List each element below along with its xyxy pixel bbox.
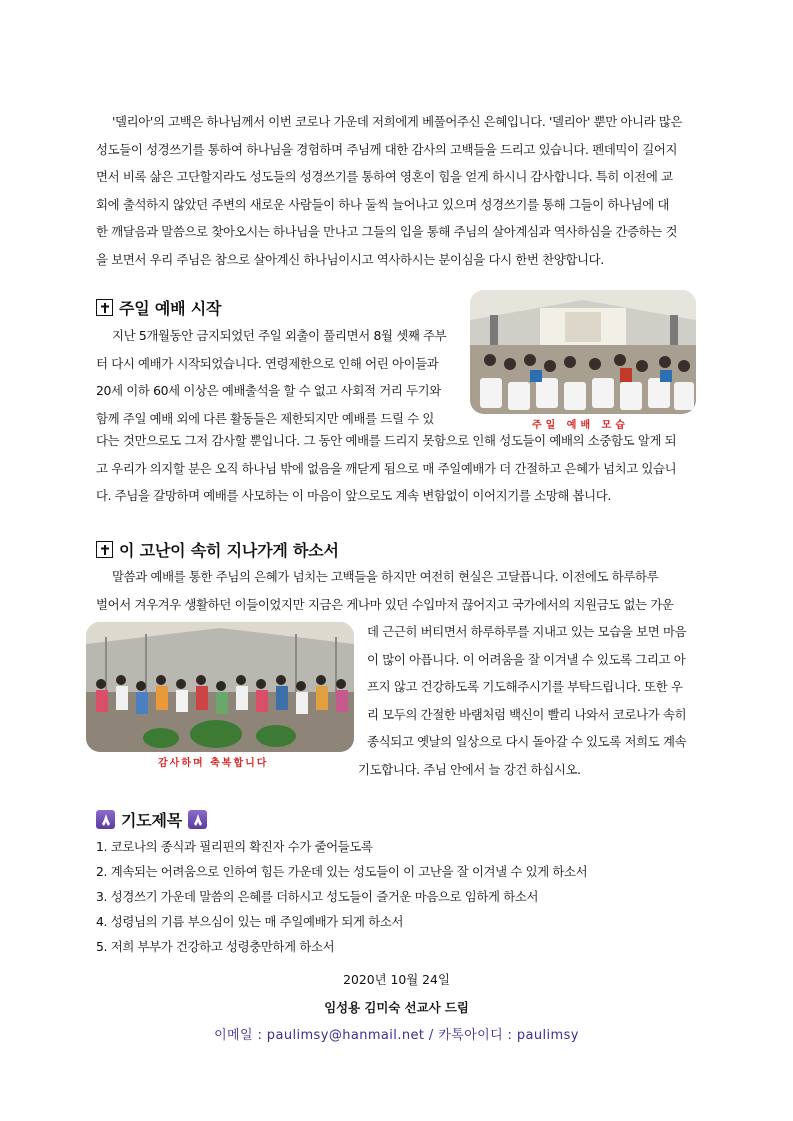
paragraph-line: 함께 주일 예배 외에 다른 활동들은 제한되지만 예배를 드릴 수 있 [96, 410, 434, 426]
paragraph-line: 지난 5개월동안 금지되었던 주일 외출이 풀리면서 8월 셋째 주부 [112, 328, 447, 343]
praying-hands-icon [188, 810, 207, 829]
paragraph-line: 말씀과 예배를 통한 주님의 은혜가 넘치는 고백들을 하지만 여전히 현실은 고달픕니다. 이전에도 하루하루 [112, 569, 659, 584]
intro-line: 면서 비록 삶은 고단할지라도 성도들의 성경쓰기를 통하여 영혼이 힘을 얻게 하시니 감사합니다. 특히 이전에 교 [96, 169, 673, 184]
paragraph-line: 고 우리가 의지할 분은 오직 하나님 밖에 없음을 깨닫게 됨으로 매 주일예배가 더 간절하고 은혜가 넘치고 있습니 [96, 460, 677, 476]
section1-paragraph-narrow [96, 322, 462, 432]
intro-line: '델리아'의 고백은 하나님께서 이번 코로나 가운데 저희에게 베풀어주신 은혜입니다. '델리아' 뿐만 아니라 많은 [112, 114, 683, 129]
paragraph-line: 프지 않고 건강하도록 기도해주시기를 부탁드립니다. 또한 우 [367, 679, 683, 694]
prayer-item: 2. 계속되는 어려움으로 인하여 힘든 가운데 있는 성도들이 이 고난을 잘 이겨낼 수 있게 하소서 [96, 864, 588, 879]
section-title: 주일 예배 시작 [119, 299, 222, 318]
prayer-item: 4. 성령님의 기름 부으심이 있는 매 주일예배가 되게 하소서 [96, 914, 404, 929]
praying-hands-icon [96, 810, 115, 829]
paragraph-line: 리 모두의 간절한 바램처럼 백신이 빨리 나와서 코로나가 속히 [367, 706, 687, 722]
intro-paragraph [96, 108, 700, 273]
worship-hall-illustration [470, 290, 696, 414]
section-heading-hardship [96, 538, 339, 561]
paragraph-line: 데 근근히 버티면서 하루하루를 지내고 있는 모습을 보면 마음 [367, 624, 687, 639]
section1-paragraph-full [96, 427, 700, 510]
cross-icon [96, 299, 113, 316]
cross-icon [96, 541, 113, 558]
blessing-caption: 감사하며 축복합니다 [158, 758, 269, 769]
intro-line: 한 깨달음과 말씀으로 찾아오시는 하나님을 만나고 그들의 입을 통해 주님의 살아계심과 역사하심을 간증하는 것 [96, 224, 678, 239]
paragraph-line: 이 많이 아픕니다. 이 어려움을 잘 이겨낼 수 있도록 그리고 아 [367, 651, 686, 667]
letter-signature: 임성용 김미숙 선교사 드림 [324, 1000, 469, 1015]
blessing-photo [86, 622, 354, 752]
intro-line: 회에 출석하지 않았던 주변의 새로운 사람들이 하나 둘씩 늘어나고 있으며 성경쓰기를 통해 그들이 하나님에 대 [96, 196, 670, 212]
intro-line: 성도들이 성경쓰기를 통하여 하나님을 경험하며 주님께 대한 감사의 고백들을 드리고 있습니다. 펜데믹이 길어지 [96, 141, 678, 157]
sunday-worship-caption: 주일 예배 모습 [532, 420, 629, 431]
intro-line: 을 보면서 우리 주님은 참으로 살아계신 하나님이시고 역사하시는 분이심을 다시 한번 찬양합니다. [96, 251, 604, 267]
paragraph-line: 벌어서 겨우겨우 생활하던 이들이었지만 지금은 게나마 있던 수입마저 끊어지고 국가에서의 지원금도 없는 가운 [96, 596, 674, 612]
paragraph-line: 종식되고 옛날의 일상으로 다시 돌아갈 수 있도록 저희도 계속 [367, 734, 687, 749]
section2-paragraph-full [96, 563, 700, 618]
prayer-title: 기도제목 [121, 811, 183, 830]
prayer-item: 5. 저희 부부가 건강하고 성령충만하게 하소서 [96, 939, 335, 954]
section2-paragraph-narrow [358, 618, 700, 783]
dancing-crowd-illustration [86, 622, 354, 752]
paragraph-line: 다는 것만으로도 그저 감사할 뿐입니다. 그 동안 예배를 드리지 못함으로 인해 성도들이 예배의 소중함도 알게 되 [96, 433, 677, 448]
prayer-list [96, 834, 587, 959]
paragraph-line: 기도합니다. 주님 안에서 늘 강건 하십시오. [358, 761, 581, 777]
sunday-worship-photo [470, 290, 696, 414]
section-heading-sunday-worship [96, 296, 221, 319]
contact-info: 이메일 : paulimsy@hanmail.net / 카톡아이디 : paulimsy [214, 1028, 579, 1043]
paragraph-line: 20세 이하 60세 이상은 예배출석을 할 수 없고 사회적 거리 두기와 [96, 383, 441, 398]
prayer-item: 1. 코로나의 종식과 필리핀의 확진자 수가 줄어들도록 [96, 839, 373, 854]
prayer-heading [96, 808, 207, 831]
paragraph-line: 터 다시 예배가 시작되었습니다. 연령제한으로 인해 어린 아이들과 [96, 355, 439, 371]
letter-date: 2020년 10월 24일 [343, 972, 450, 987]
prayer-item: 3. 성경쓰기 가운데 말씀의 은혜를 더하시고 성도들이 즐거운 마음으로 임하게 하소서 [96, 889, 539, 904]
section-title: 이 고난이 속히 지나가게 하소서 [119, 541, 339, 560]
paragraph-line: 다. 주님을 갈망하며 예배를 사모하는 이 마음이 앞으로도 계속 변함없이 이어지기를 소망해 봅니다. [96, 488, 612, 503]
